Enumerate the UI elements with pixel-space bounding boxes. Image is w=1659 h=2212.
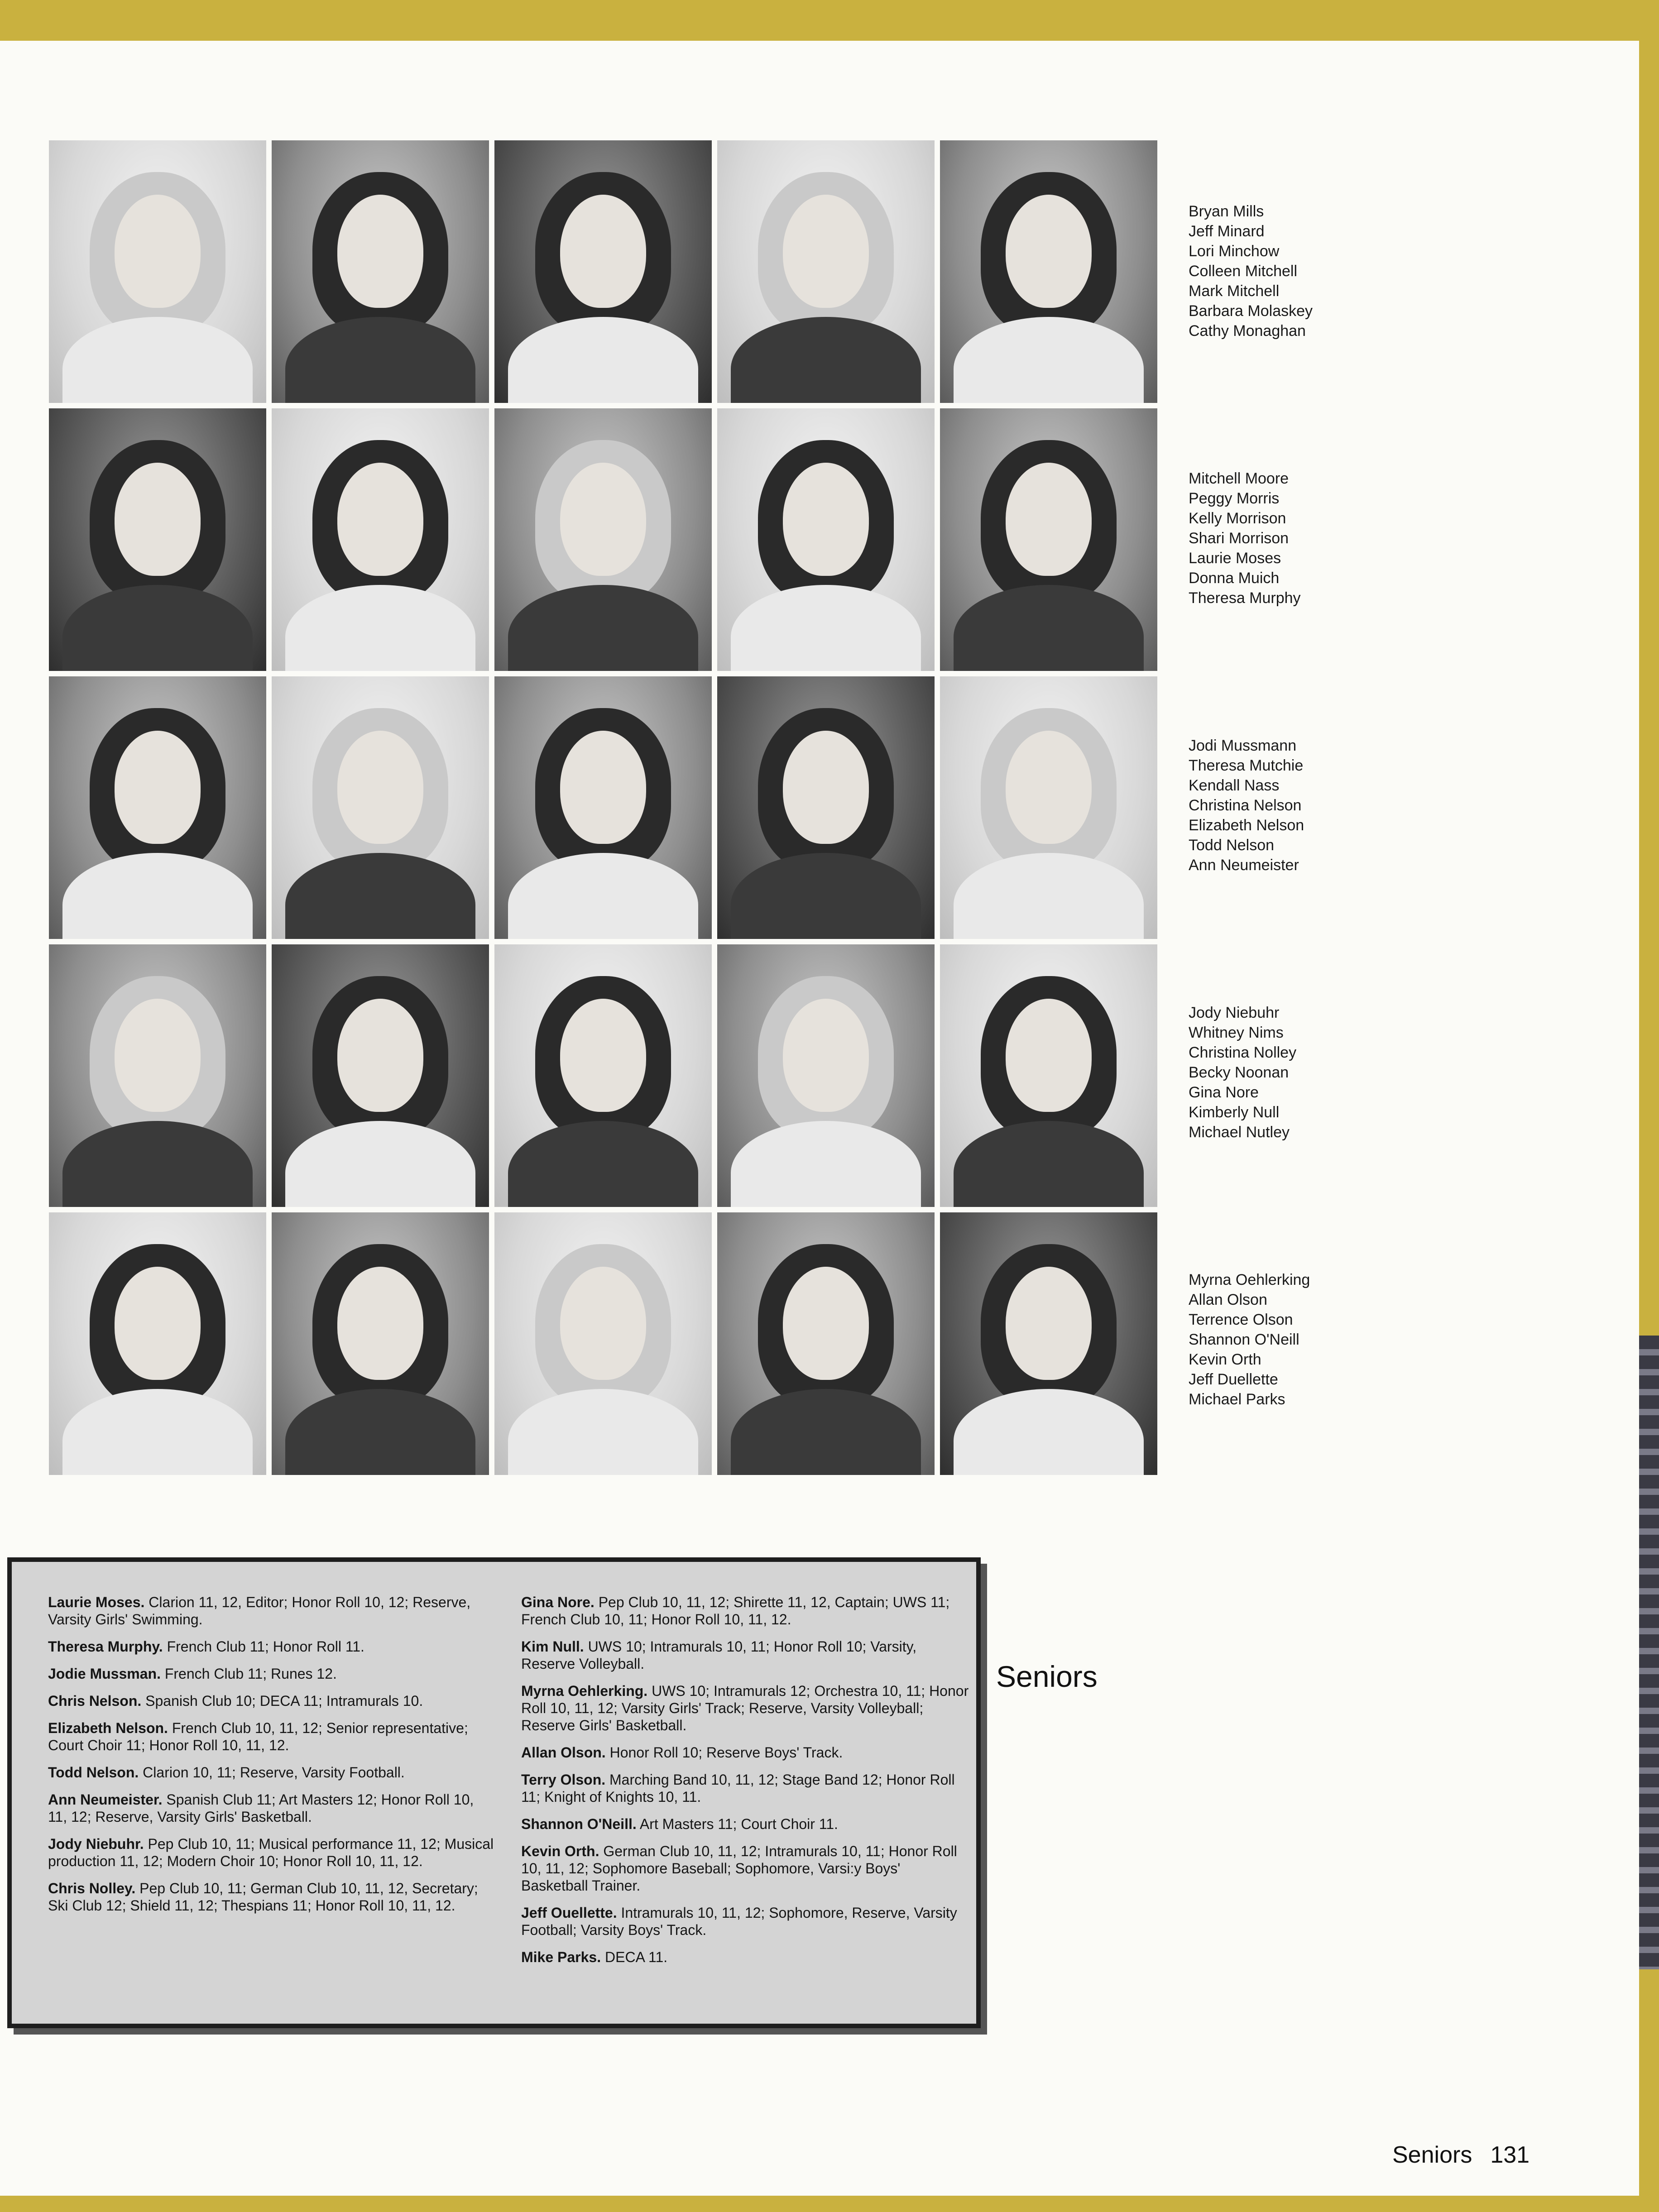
portrait-clothing bbox=[285, 1389, 475, 1475]
portrait-face bbox=[783, 195, 869, 308]
activity-student-name: Laurie Moses. bbox=[48, 1594, 145, 1610]
portrait-clothing bbox=[508, 317, 698, 403]
student-portrait bbox=[717, 140, 935, 403]
activity-student-name: Myrna Oehlerking. bbox=[521, 1683, 648, 1699]
activities-box bbox=[7, 1557, 981, 2028]
portrait-clothing bbox=[508, 1389, 698, 1475]
student-portrait bbox=[940, 1212, 1157, 1475]
student-name: Gina Nore bbox=[1189, 1084, 1259, 1101]
student-portrait bbox=[717, 944, 935, 1207]
student-name: Whitney Nims bbox=[1189, 1024, 1284, 1041]
student-name: Jody Niebuhr bbox=[1189, 1004, 1280, 1021]
portrait-clothing bbox=[62, 853, 253, 939]
portrait-face bbox=[560, 463, 646, 576]
portrait-face bbox=[560, 195, 646, 308]
activity-list: DECA 11. bbox=[601, 1949, 668, 1965]
portrait-clothing bbox=[508, 585, 698, 671]
student-portrait bbox=[717, 676, 935, 939]
activity-student-name: Theresa Murphy. bbox=[48, 1638, 163, 1655]
activity-entry bbox=[48, 1880, 496, 1914]
activity-student-name: Terry Olson. bbox=[521, 1772, 606, 1788]
student-portrait bbox=[272, 1212, 489, 1475]
footer-section: Seniors bbox=[1392, 2142, 1472, 2168]
activity-student-name: Shannon O'Neill. bbox=[521, 1816, 637, 1832]
activity-student-name: Allan Olson. bbox=[521, 1744, 606, 1761]
portrait-face bbox=[560, 999, 646, 1112]
activity-list: Marching Band 10, 11, 12; Stage Band 12; Honor Roll 11; Knight of Knights 10, 11. bbox=[521, 1772, 955, 1805]
activity-list: Clarion 10, 11; Reserve, Varsity Football. bbox=[139, 1764, 405, 1781]
student-portrait bbox=[940, 408, 1157, 671]
student-name: Michael Nutley bbox=[1189, 1124, 1290, 1141]
activity-entry bbox=[521, 1638, 969, 1672]
activity-entry bbox=[521, 1744, 969, 1761]
student-portrait bbox=[49, 408, 266, 671]
activity-list: Intramurals 10, 11, 12; Sophomore, Reserve, Varsity Football; Varsity Boys' Track. bbox=[521, 1905, 957, 1938]
activities-column-left bbox=[48, 1594, 496, 1924]
student-portrait bbox=[494, 140, 712, 403]
portrait-face bbox=[115, 463, 201, 576]
portrait-clothing bbox=[731, 317, 921, 403]
portrait-face bbox=[115, 195, 201, 308]
student-name: Theresa Mutchie bbox=[1189, 757, 1304, 774]
activity-list: UWS 10; Intramurals 10, 11; Honor Roll 10; Varsity, Reserve Volleyball. bbox=[521, 1638, 917, 1672]
portrait-face bbox=[783, 999, 869, 1112]
book-spine-edge bbox=[1639, 1336, 1659, 1969]
portrait-clothing bbox=[62, 317, 253, 403]
portrait-clothing bbox=[731, 853, 921, 939]
activity-entry bbox=[48, 1835, 496, 1870]
portrait-clothing bbox=[62, 1121, 253, 1207]
student-portrait bbox=[272, 944, 489, 1207]
student-portrait bbox=[494, 676, 712, 939]
portrait-clothing bbox=[954, 585, 1144, 671]
activity-list: German Club 10, 11, 12; Intramurals 10, 11; Honor Roll 10, 11, 12; Sophomore Baseball; Sophomore, Varsi:y Boys' Basketball Trainer. bbox=[521, 1843, 957, 1894]
activity-entry bbox=[521, 1771, 969, 1805]
page-footer bbox=[1392, 2141, 1530, 2169]
student-portrait bbox=[272, 140, 489, 403]
student-name: Jeff Minard bbox=[1189, 223, 1265, 240]
yearbook-page bbox=[0, 41, 1639, 2196]
student-name: Shannon O'Neill bbox=[1189, 1331, 1299, 1348]
portrait-face bbox=[783, 731, 869, 844]
portrait-face bbox=[1006, 1267, 1092, 1380]
activity-student-name: Chris Nolley. bbox=[48, 1880, 136, 1896]
student-portrait bbox=[717, 408, 935, 671]
student-portrait bbox=[49, 140, 266, 403]
activity-entry bbox=[48, 1719, 496, 1754]
portrait-clothing bbox=[954, 317, 1144, 403]
portrait-clothing bbox=[954, 1389, 1144, 1475]
portrait-face bbox=[783, 463, 869, 576]
activity-entry bbox=[48, 1665, 496, 1682]
activity-list: Art Masters 11; Court Choir 11. bbox=[636, 1816, 838, 1832]
student-name: Kendall Nass bbox=[1189, 777, 1280, 794]
portrait-face bbox=[337, 999, 423, 1112]
activity-list: Clarion 11, 12, Editor; Honor Roll 10, 12; Reserve, Varsity Girls' Swimming. bbox=[48, 1594, 471, 1628]
portrait-clothing bbox=[285, 853, 475, 939]
activity-student-name: Jody Niebuhr. bbox=[48, 1836, 144, 1852]
activity-student-name: Gina Nore. bbox=[521, 1594, 595, 1610]
activity-student-name: Ann Neumeister. bbox=[48, 1791, 163, 1808]
activity-entry bbox=[521, 1843, 969, 1894]
portrait-clothing bbox=[285, 585, 475, 671]
portrait-face bbox=[337, 195, 423, 308]
student-name: Theresa Murphy bbox=[1189, 589, 1301, 607]
student-name: Cathy Monaghan bbox=[1189, 322, 1306, 340]
student-portrait bbox=[272, 408, 489, 671]
portrait-face bbox=[115, 731, 201, 844]
student-name: Jodi Mussmann bbox=[1189, 737, 1297, 754]
activity-student-name: Jeff Ouellette. bbox=[521, 1905, 617, 1921]
student-name: Christina Nelson bbox=[1189, 797, 1302, 814]
student-name: Bryan Mills bbox=[1189, 203, 1264, 220]
portrait-face bbox=[337, 1267, 423, 1380]
student-portrait bbox=[49, 944, 266, 1207]
activity-entry bbox=[48, 1791, 496, 1825]
activity-list: UWS 10; Intramurals 12; Orchestra 10, 11; Honor Roll 10, 11, 12; Varsity Girls' Track; Reserve, Varsity Volleyball; Reserve Girls' Basketball. bbox=[521, 1683, 969, 1733]
activity-student-name: Kim Null. bbox=[521, 1638, 584, 1655]
portrait-face bbox=[1006, 999, 1092, 1112]
portrait-face bbox=[115, 999, 201, 1112]
activity-entry bbox=[48, 1594, 496, 1628]
student-portrait bbox=[272, 676, 489, 939]
activity-student-name: Todd Nelson. bbox=[48, 1764, 139, 1781]
names-row-5 bbox=[1189, 1270, 1415, 1409]
activity-list: Pep Club 10, 11; Musical performance 11, 12; Musical production 11, 12; Modern Choir 10; Honor Roll 10, 11, 12. bbox=[48, 1836, 494, 1869]
portrait-grid bbox=[49, 140, 1163, 1489]
student-name: Todd Nelson bbox=[1189, 837, 1275, 854]
activity-list: Pep Club 10, 11, 12; Shirette 11, 12, Captain; UWS 11; French Club 10, 11; Honor Roll 10, 11, 12. bbox=[521, 1594, 950, 1628]
student-name: Ann Neumeister bbox=[1189, 857, 1299, 874]
student-name: Laurie Moses bbox=[1189, 550, 1281, 567]
portrait-clothing bbox=[731, 585, 921, 671]
portrait-clothing bbox=[508, 853, 698, 939]
student-name: Christina Nolley bbox=[1189, 1044, 1297, 1061]
portrait-clothing bbox=[731, 1121, 921, 1207]
activity-entry bbox=[48, 1692, 496, 1709]
student-name: Lori Minchow bbox=[1189, 243, 1280, 260]
student-name: Mitchell Moore bbox=[1189, 470, 1289, 487]
activities-column-right bbox=[521, 1594, 969, 1976]
student-portrait bbox=[940, 944, 1157, 1207]
portrait-clothing bbox=[954, 853, 1144, 939]
activity-student-name: Kevin Orth. bbox=[521, 1843, 599, 1859]
activity-list: Spanish Club 10; DECA 11; Intramurals 10. bbox=[141, 1693, 423, 1709]
student-name: Kelly Morrison bbox=[1189, 510, 1286, 527]
student-name: Jeff Duellette bbox=[1189, 1371, 1278, 1388]
activity-student-name: Mike Parks. bbox=[521, 1949, 601, 1965]
student-name: Elizabeth Nelson bbox=[1189, 817, 1304, 834]
student-name: Michael Parks bbox=[1189, 1391, 1285, 1408]
student-portrait bbox=[494, 1212, 712, 1475]
portrait-face bbox=[560, 1267, 646, 1380]
portrait-clothing bbox=[285, 1121, 475, 1207]
portrait-clothing bbox=[954, 1121, 1144, 1207]
student-name: Barbara Molaskey bbox=[1189, 302, 1313, 320]
section-title: Seniors bbox=[996, 1660, 1098, 1693]
activity-entry bbox=[48, 1638, 496, 1655]
portrait-clothing bbox=[508, 1121, 698, 1207]
student-name: Mark Mitchell bbox=[1189, 282, 1280, 300]
activity-list: Honor Roll 10; Reserve Boys' Track. bbox=[605, 1744, 843, 1761]
activity-entry bbox=[521, 1815, 969, 1833]
student-portrait bbox=[49, 1212, 266, 1475]
student-name: Kimberly Null bbox=[1189, 1104, 1280, 1121]
names-row-3 bbox=[1189, 736, 1415, 875]
page-number: 131 bbox=[1490, 2142, 1530, 2168]
student-name: Terrence Olson bbox=[1189, 1311, 1293, 1328]
student-portrait bbox=[49, 676, 266, 939]
activity-entry bbox=[521, 1594, 969, 1628]
portrait-clothing bbox=[731, 1389, 921, 1475]
student-portrait bbox=[940, 676, 1157, 939]
portrait-face bbox=[337, 731, 423, 844]
activity-list: French Club 11; Honor Roll 11. bbox=[163, 1638, 364, 1655]
student-name: Allan Olson bbox=[1189, 1291, 1267, 1308]
activity-entry bbox=[521, 1682, 969, 1734]
activity-entry bbox=[521, 1904, 969, 1939]
student-name: Colleen Mitchell bbox=[1189, 263, 1297, 280]
activity-list: French Club 11; Runes 12. bbox=[160, 1666, 337, 1682]
portrait-face bbox=[560, 731, 646, 844]
activity-entry bbox=[521, 1949, 969, 1966]
names-row-2 bbox=[1189, 469, 1415, 608]
student-name: Donna Muich bbox=[1189, 570, 1280, 587]
activity-entry bbox=[48, 1764, 496, 1781]
student-name: Becky Noonan bbox=[1189, 1064, 1289, 1081]
student-portrait bbox=[940, 140, 1157, 403]
portrait-face bbox=[1006, 731, 1092, 844]
student-portrait bbox=[494, 408, 712, 671]
activity-list: French Club 10, 11, 12; Senior representative; Court Choir 11; Honor Roll 10, 11, 12. bbox=[48, 1720, 468, 1753]
activity-student-name: Jodie Mussman. bbox=[48, 1666, 161, 1682]
portrait-clothing bbox=[285, 317, 475, 403]
portrait-clothing bbox=[62, 585, 253, 671]
student-name: Myrna Oehlerking bbox=[1189, 1271, 1310, 1288]
portrait-clothing bbox=[62, 1389, 253, 1475]
student-portrait bbox=[717, 1212, 935, 1475]
names-row-4 bbox=[1189, 1003, 1415, 1142]
portrait-face bbox=[1006, 195, 1092, 308]
student-name: Shari Morrison bbox=[1189, 530, 1289, 547]
portrait-face bbox=[783, 1267, 869, 1380]
portrait-face bbox=[115, 1267, 201, 1380]
names-row-1 bbox=[1189, 201, 1415, 341]
portrait-face bbox=[337, 463, 423, 576]
activity-list: Spanish Club 11; Art Masters 12; Honor Roll 10, 11, 12; Reserve, Varsity Girls' Basketball. bbox=[48, 1791, 474, 1825]
activity-list: Pep Club 10, 11; German Club 10, 11, 12, Secretary; Ski Club 12; Shield 11, 12; Thespians 11; Honor Roll 10, 11, 12. bbox=[48, 1880, 478, 1914]
activity-student-name: Chris Nelson. bbox=[48, 1693, 142, 1709]
activity-student-name: Elizabeth Nelson. bbox=[48, 1720, 168, 1736]
student-portrait bbox=[494, 944, 712, 1207]
student-name: Kevin Orth bbox=[1189, 1351, 1261, 1368]
student-name: Peggy Morris bbox=[1189, 490, 1280, 507]
portrait-face bbox=[1006, 463, 1092, 576]
